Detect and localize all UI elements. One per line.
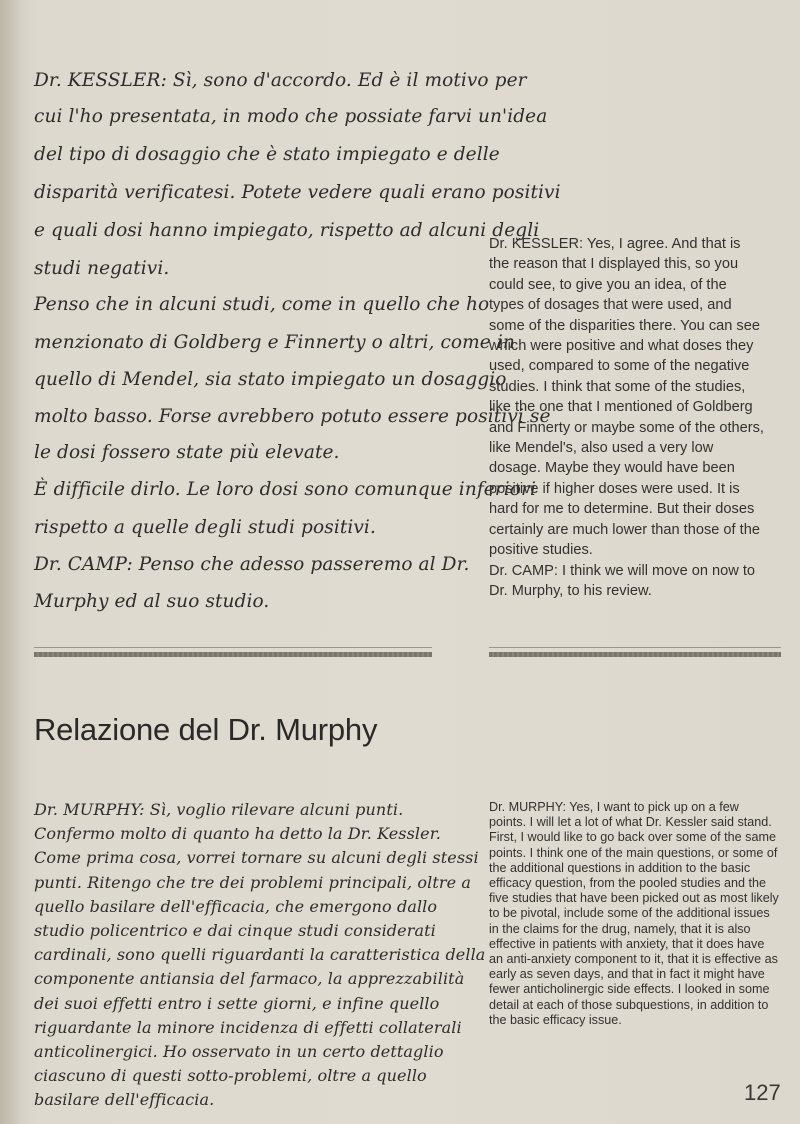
italian-line: molto basso. Forse avrebbero potuto essere positivi se: [34, 406, 551, 427]
english-paragraph: Dr. MURPHY: Yes, I want to pick up on a few points. I will let a lot of what Dr. Kessler said stand. First, I would like to go back over some of the same points. I think one of the main questions, or some of the additional questions in addition to the basic efficacy question, from the pooled studies and the five studies that have been picked out as most likely to be pivotal, include some of the additional issues in the claims for the drug, namely, that it is also effective in patients with anxiety, that it does have an anti-anxiety component to it, that it is effective as early as seven days, and that in fact it might have fewer anticholinergic side effects. I looked in some detail at each of those subquestions, in addition to the basic efficacy issue.: [489, 800, 779, 1027]
divider-rule-right: [489, 652, 781, 657]
english-column-top: [489, 234, 764, 601]
italian-line: componente antiansia del farmaco, la apprezzabilità: [34, 969, 465, 989]
italian-line: Murphy ed al suo studio.: [34, 591, 270, 612]
italian-line: e quali dosi hanno impiegato, rispetto ad alcuni degli: [34, 220, 540, 241]
italian-line: studi negativi.: [34, 258, 170, 279]
italian-line: quello di Mendel, sia stato impiegato un dosaggio: [34, 369, 507, 390]
italian-line: Confermo molto di quanto ha detto la Dr. Kessler.: [34, 824, 441, 844]
italian-line: basilare dell'efficacia.: [34, 1090, 215, 1110]
italian-line: dei suoi effetti entro i sette giorni, e infine quello: [34, 993, 440, 1013]
divider-rule-left: [34, 652, 432, 657]
italian-line: riguardante la minore incidenza di effetti collaterali: [34, 1017, 462, 1037]
italian-line: Penso che in alcuni studi, come in quello che ho: [34, 294, 490, 315]
italian-line: Come prima cosa, vorrei tornare su alcuni degli stessi: [34, 848, 479, 868]
italian-line: le dosi fossero state più elevate.: [34, 442, 340, 463]
italian-line: anticolinergici. Ho osservato in un certo dettaglio: [34, 1042, 444, 1061]
english-column-bottom: [489, 800, 779, 1028]
section-heading: Relazione del Dr. Murphy: [34, 712, 378, 747]
italian-line: Dr. MURPHY: Sì, voglio rilevare alcuni punti.: [34, 800, 404, 819]
italian-line: punti. Ritengo che tre dei problemi principali, oltre a: [34, 872, 471, 892]
italian-line: Dr. KESSLER: Sì, sono d'accordo. Ed è il motivo per: [34, 70, 527, 91]
italian-line: menzionato di Goldberg e Finnerty o altri, come in: [34, 332, 515, 353]
english-paragraph: Dr. KESSLER: Yes, I agree. And that is the reason that I displayed this, so you could see, to give you an idea, of the types of dosages that were used, and some of the disparities there. You can see which were positive and what doses they used, compared to some of the negative studies. I think that some of the studies, like the one that I mentioned of Goldberg and Finnerty or maybe some of the others, like Mendel's, also used a very low dosage. Maybe they would have been positive if higher doses were used. It is hard for me to determine. But their doses certainly are much lower than those of the positive studies.: [489, 236, 764, 559]
italian-line: cui l'ho presentata, in modo che possiate farvi un'idea: [34, 106, 548, 127]
italian-line: rispetto a quelle degli studi positivi.: [34, 517, 376, 538]
italian-line: quello basilare dell'efficacia, che emergono dallo: [34, 896, 438, 916]
italian-line: È difficile dirlo. Le loro dosi sono comunque inferiori: [34, 479, 536, 500]
page-binding-shadow: [0, 0, 22, 1124]
italian-line: studio policentrico e dai cinque studi considerati: [34, 921, 436, 940]
italian-line: ciascuno di questi sotto-problemi, oltre a quello: [34, 1066, 427, 1086]
italian-line: cardinali, sono quelli riguardanti la caratteristica della: [34, 945, 486, 965]
english-paragraph: Dr. CAMP: I think we will move on now to Dr. Murphy, to his review.: [489, 562, 756, 599]
italian-line: del tipo di dosaggio che è stato impiegato e delle: [34, 144, 500, 165]
italian-line: disparità verificatesi. Potete vedere quali erano positivi: [34, 182, 561, 203]
page-number: 127: [744, 1080, 781, 1105]
italian-line: Dr. CAMP: Penso che adesso passeremo al Dr.: [34, 554, 470, 575]
